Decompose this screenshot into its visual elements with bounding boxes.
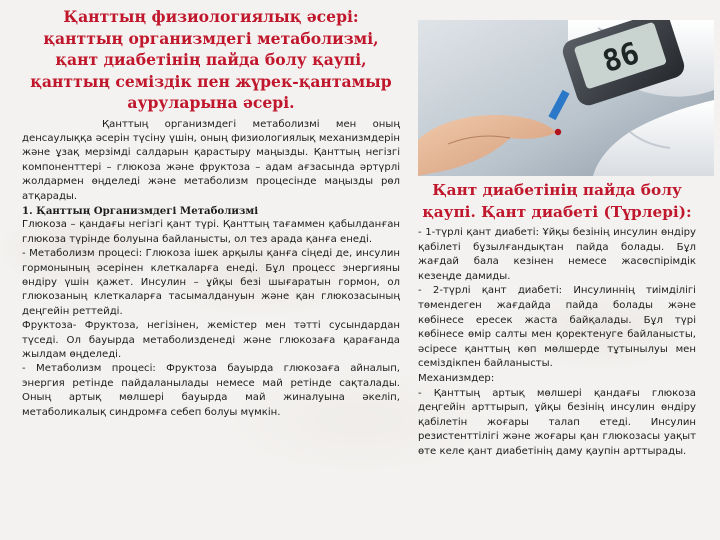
body-paragraph-glucose-metabolism: - Метаболизм процесі: Глюкоза ішек арқылы қанға сіңеді де, инсулин гормонының әсерінен клеткаларға енеді. Бұл процесс энергияны өндіру үшін қажет. Инсулин – ұйқы безі шығаратын гормон, ол глюкозаның клеткаларға тасымалдануын және қан глюкозасының деңгейін реттейді. (22, 248, 400, 317)
diabetes-type1-paragraph: - 1-түрлі қант диабеті: Ұйқы безінің инсулин өндіру қабілеті бұзылғандықтан пайда болады. Бұл жағдай бала кезінен немесе жасөспірімдік кезеңде дамиды. (418, 227, 696, 282)
mechanisms-label: Механизмдер: (418, 372, 495, 384)
intro-paragraph: Қанттың организмдегі метаболизмі мен оның денсаулыққа әсерін түсіну үшін, оның физиологиялық механизмдерін және ұзақ мерзімді салдарын қарастыру маңызды. Қанттың негізгі компоненттері – глюкоза және фруктоза – адам ағзасында әртүрлі жолдармен өңделеді және метаболизм процесінде маңызды рөл атқарады. (22, 118, 400, 202)
body-paragraph-fructose: Фруктоза- Фруктоза, негізінен, жемістер мен тәтті сусындардан түседі. Ол бауырда метаболизденеді және глюкозаға қарағанда жылдам өңделеді. (22, 320, 400, 360)
meter-display-reading: 86 (598, 35, 644, 81)
glucose-meter-photo (418, 20, 714, 176)
right-body-text (418, 226, 696, 460)
right-column (418, 180, 696, 460)
mechanisms-paragraph: - Қанттың артық мөлшері қандағы глюкоза деңгейін арттырып, ұйқы безінің инсулин өндіру қабілетін жоғары талап етеді. Инсулин резистенттілігі және жоғары қан глюкозасы уақыт өте келе қант диабетінің даму қаупін арттырады. (418, 387, 696, 457)
body-paragraph-fructose-metabolism: - Метаболизм процесі: Фруктоза бауырда глюкозаға айналып, энергия ретінде пайдаланылады немесе май ретінде сақталады. Оның артық мөлшері бауырда май жиналуына әкеліп, метаболикалық синдромға себеп болуы мүмкін. (22, 363, 400, 418)
diabetes-section-title: Қант диабетінің пайда болу қаупі. Қант диабеті (Түрлері): (422, 181, 692, 221)
left-column (22, 6, 400, 420)
body-paragraph-glucose: Глюкоза – қандағы негізгі қант түрі. Қанттың тағаммен қабылданған глюкоза түрінде болуына байланысты, ол тез арада қанға енеді. (22, 219, 400, 245)
left-body-text (22, 118, 400, 421)
main-title: Қанттың физиологиялық әсері: қанттың организмдегі метаболизмі, қант диабетінің пайда болу қаупі, қанттың семіздік пен жүрек-қантамыр ауруларына әсері. (30, 7, 392, 112)
diabetes-type2-paragraph: - 2-түрлі қант диабеті: Инсулиннің тиімділігі төмендеген жағдайда пайда болады және көбінесе ересек жаста байқалады. Бұл түрі көбінесе өмір салты мен қоректенуге байланысты, әсіресе қанттың көп мөлшерде тұтынылуы мен семіздікпен байланысты. (418, 285, 696, 370)
section-heading: 1. Қанттың Организмдегі Метаболизмі (22, 204, 259, 217)
